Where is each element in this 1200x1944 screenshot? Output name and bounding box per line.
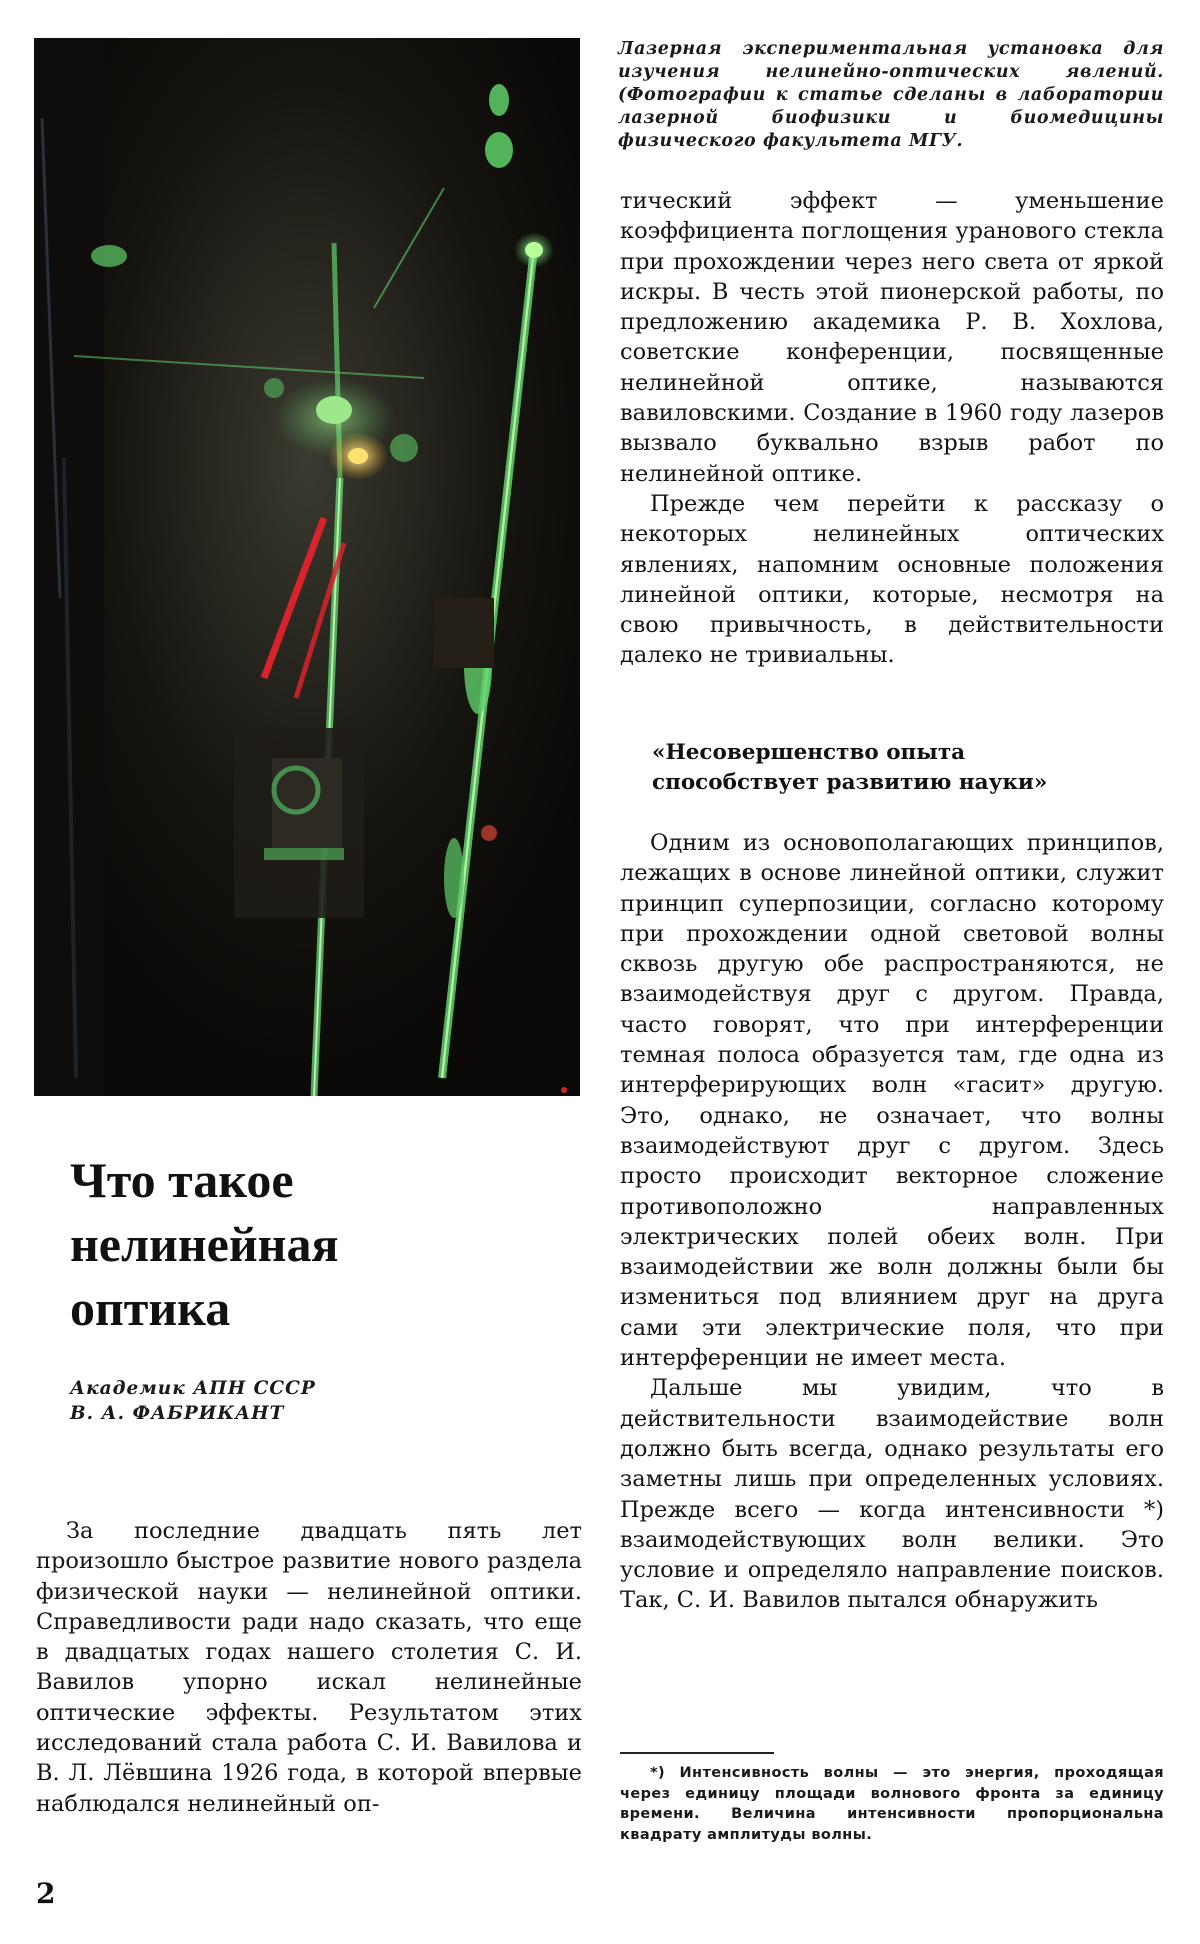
caption-text: Лазерная экспериментальная установка для изучения нелинейно-оптических явлений. (Фотографии к статье сделаны в лаборатории лазерной биофизики и биомедицины физического факультета МГУ. bbox=[618, 39, 1164, 151]
article-title bbox=[70, 1148, 570, 1340]
section-heading-line-1: «Несовершенство опыта bbox=[652, 740, 966, 765]
footnote bbox=[620, 1763, 1164, 1845]
paragraph: тический эффект — уменьшение коэффициента поглощения уранового стекла при прохождении через него света от яркой искры. В честь этой пионерской работы, по предложению академика Р. В. Хохлова, советские конференции, посвященные нелинейной оптике, называются вавиловскими. Создание в 1960 году лазеров вызвало буквально взрыв работ по нелинейной оптике. bbox=[620, 188, 1164, 487]
footnote-divider bbox=[620, 1752, 774, 1754]
section-heading bbox=[652, 738, 1152, 798]
title-line-3: оптика bbox=[70, 1280, 231, 1336]
paragraph: За последние двадцать пять лет произошло быстрое развитие нового раздела физической науки — нелинейной оптики. Справедливости ради надо сказать, что еще в двадцатых годах нашего столетия С. И. Вавилов упорно искал нелинейные оптические эффекты. Результатом этих исследований стала работа С. И. Вавилова и В. Л. Лёвшина 1926 года, в которой впервые наблюдался нелинейный оп- bbox=[36, 1518, 582, 1817]
paragraph: Одним из основополагающих принципов, лежащих в основе линейной оптики, служит принцип суперпозиции, согласно которому при прохождении одной световой волны сквозь другую обе распространяются, не взаимодействуя друг с другом. Правда, часто говорят, что при интерференции темная полоса образуется там, где одна из интерферирующих волн «гасит» другую. Это, однако, не означает, что волны взаимодействуют друг с другом. Здесь просто происходит векторное сложение противоположно направленных электрических полей обеих волн. При взаимодействии же волн должны были бы измениться под влиянием друг на друга сами эти электрические поля, что при интерференции не имеет места. bbox=[620, 830, 1164, 1372]
laser-setup-photo bbox=[34, 38, 580, 1096]
photo-caption bbox=[618, 38, 1164, 153]
author-name: В. А. ФАБРИКАНТ bbox=[70, 1403, 285, 1424]
right-column-top bbox=[620, 186, 1164, 671]
left-column bbox=[36, 1516, 582, 1819]
footnote-text: *) Интенсивность волны — это энергия, проходящая через единицу площади волнового фронта за единицу времени. Величина интенсивности пропорциональна квадрату амплитуды волны. bbox=[620, 1765, 1164, 1843]
title-line-2: нелинейная bbox=[70, 1216, 339, 1272]
paragraph: Дальше мы увидим, что в действительности взаимодействие волн должно быть всегда, однако результаты его заметны лишь при определенных условиях. Прежде всего — когда интенсивности *) взаимодействующих волн велики. Это условие и определяло направление поисков. Так, С. И. Вавилов пытался обнаружить bbox=[620, 1375, 1164, 1614]
paragraph: Прежде чем перейти к рассказу о некоторых нелинейных оптических явлениях, напомним основные положения линейной оптики, которые, несмотря на свою привычность, в действительности далеко не тривиальны. bbox=[620, 490, 1164, 669]
right-column-bottom bbox=[620, 828, 1164, 1616]
author-byline bbox=[70, 1376, 570, 1426]
title-line-1: Что такое bbox=[70, 1152, 294, 1208]
laser-setup-photo-icon bbox=[34, 38, 580, 1096]
page-number: 2 bbox=[36, 1877, 56, 1910]
author-title: Академик АПН СССР bbox=[70, 1378, 316, 1399]
section-heading-line-2: способствует развитию науки» bbox=[652, 770, 1048, 795]
